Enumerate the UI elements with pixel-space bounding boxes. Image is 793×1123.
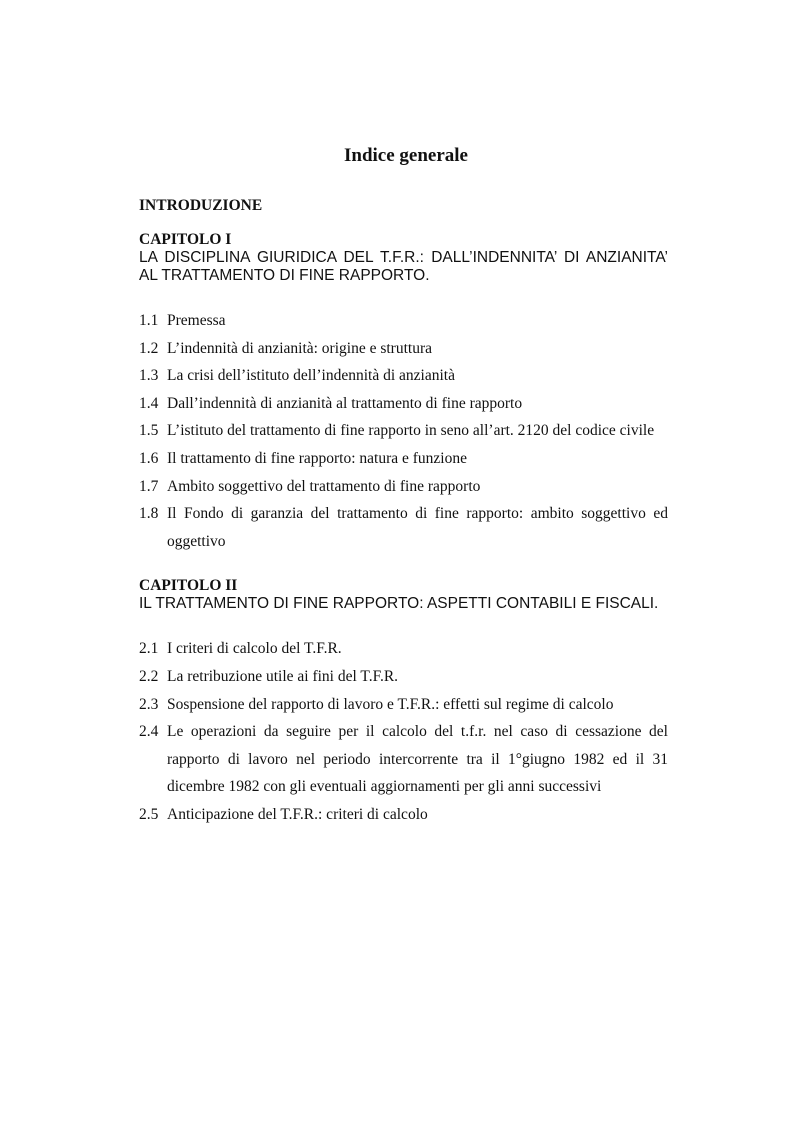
toc-entry <box>139 663 668 691</box>
chapter-title: IL TRATTAMENTO DI FINE RAPPORTO: ASPETTI CONTABILI E FISCALI. <box>139 595 659 613</box>
section-title: Dall’indennità di anzianità al trattamento di fine rapporto <box>167 394 523 412</box>
toc-entry <box>139 390 668 418</box>
section-list <box>139 307 668 555</box>
section-title: Le operazioni da seguire per il calcolo del t.f.r. nel caso di cessazione del rapporto di lavoro nel periodo intercorrente tra il 1°giugno 1982 ed il 31 dicembre 1982 con gli eventuali aggiornamenti per gli anni successivi <box>167 723 668 796</box>
toc-entry <box>139 635 668 663</box>
section-number: 2.3 <box>139 695 159 713</box>
section-number: 1.1 <box>139 312 159 329</box>
table-of-contents <box>139 196 668 829</box>
spacer <box>139 555 668 577</box>
toc-entry <box>139 691 668 719</box>
section-number: 2.2 <box>139 667 159 685</box>
section-number: 1.3 <box>139 367 159 385</box>
chapter-heading: CAPITOLO II <box>139 577 238 595</box>
section-number: 1.8 <box>139 505 159 523</box>
chapter-1 <box>139 231 668 555</box>
toc-entry <box>139 801 668 829</box>
section-title: L’istituto del trattamento di fine rapporto in seno all’art. 2120 del codice civile <box>167 422 655 440</box>
introduction-entry: INTRODUZIONE <box>139 197 263 214</box>
toc-entry <box>139 307 668 335</box>
section-title: Sospensione del rapporto di lavoro e T.F.R.: effetti sul regime di calcolo <box>167 695 614 713</box>
toc-entry <box>139 473 668 501</box>
toc-entry <box>139 500 668 555</box>
section-title: L’indennità di anzianità: origine e struttura <box>167 339 432 357</box>
toc-entry <box>139 417 668 445</box>
section-title: Ambito soggettivo del trattamento di fine rapporto <box>167 477 481 495</box>
section-title: La crisi dell’istituto dell’indennità di anzianità <box>167 367 455 385</box>
section-number: 2.5 <box>139 805 159 823</box>
toc-entry <box>139 335 668 363</box>
section-title: I criteri di calcolo del T.F.R. <box>167 640 342 658</box>
chapter-2 <box>139 577 668 828</box>
section-title: Il trattamento di fine rapporto: natura e funzione <box>167 449 467 467</box>
section-number: 1.2 <box>139 339 159 357</box>
section-number: 1.6 <box>139 449 159 467</box>
section-number: 1.4 <box>139 394 159 412</box>
toc-entry <box>139 362 668 390</box>
section-number: 1.5 <box>139 422 159 440</box>
toc-entry <box>139 445 668 473</box>
section-title: Il Fondo di garanzia del trattamento di fine rapporto: ambito soggettivo ed oggettivo <box>167 505 668 550</box>
section-title: Anticipazione del T.F.R.: criteri di calcolo <box>167 805 428 823</box>
section-number: 1.7 <box>139 477 159 495</box>
chapter-title: LA DISCIPLINA GIURIDICA DEL T.F.R.: DALL’INDENNITA’ DI ANZIANITA’ AL TRATTAMENTO DI FINE RAPPORTO. <box>139 249 668 284</box>
chapter-heading: CAPITOLO I <box>139 231 232 248</box>
section-number: 2.4 <box>139 723 159 741</box>
page-title: Indice generale <box>343 144 468 166</box>
section-title: Premessa <box>167 312 226 329</box>
section-title: La retribuzione utile ai fini del T.F.R. <box>167 667 399 685</box>
toc-entry <box>139 718 668 801</box>
section-list <box>139 635 668 828</box>
section-number: 2.1 <box>139 640 159 658</box>
